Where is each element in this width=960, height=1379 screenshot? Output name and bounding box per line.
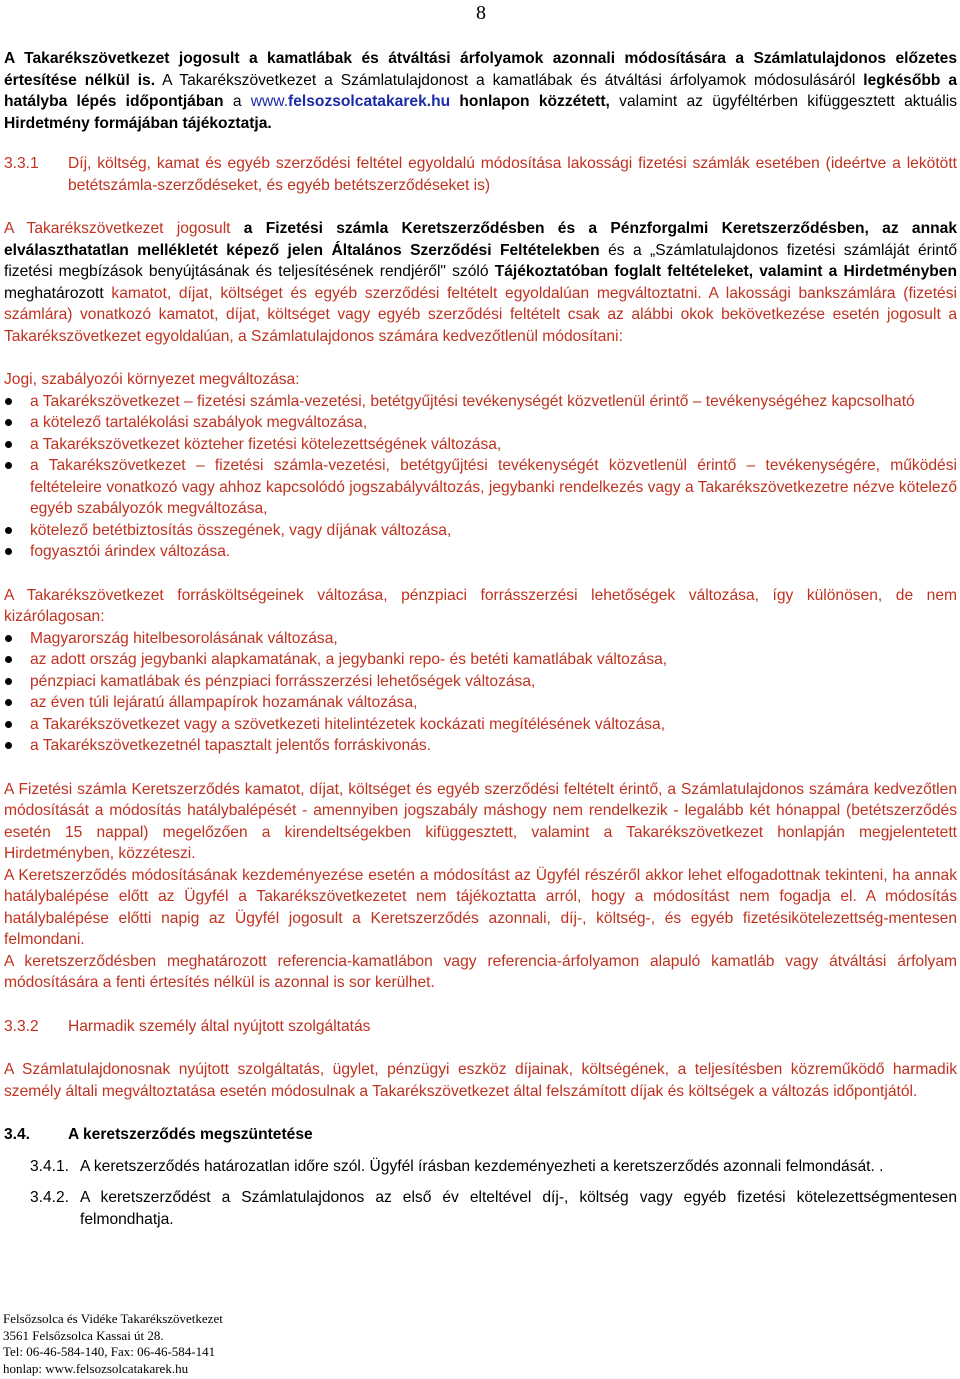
list-item: a Takarékszövetkezet vagy a szövetkezeti hitelintézetek kockázati megítélésének változása,: [4, 714, 957, 736]
section-title: Díj, költség, kamat és egyéb szerződési feltétel egyoldalú módosítása lakossági fizetési számlák esetében (ideértve a lekötött betétszámla-szerződéseket, és egyéb betétszerződéseket is): [68, 155, 957, 194]
subsection-3-4-1: [4, 1156, 957, 1178]
list-item: a kötelező tartalékolási szabályok megváltozása,: [4, 412, 957, 434]
section-number: 3.3.1: [4, 155, 39, 172]
list-item: az adott ország jegybanki alapkamatának, a jegybanki repo- és betéti kamatlábak változása,: [4, 649, 957, 671]
acceptance-paragraph: A Keretszerződés módosításának kezdeményezése esetén a módosítást az Ügyfél részéről akkor lehet elfogadottnak tekinteni, ha annak hatálybalépése előtt az Ügyfél a Takarékszövetkezetet nem tájékoztatta arról, hogy a módosítást nem fogadja el. A módosítás hatálybalépése előtti napig az Ügyfél jogosult a Keretszerződés azonnali, díj-, költség-, és egyéb fizetésikötelezettség-mentesen felmondani.: [4, 866, 957, 948]
subsection-text: A keretszerződést a Számlatulajdonos az első év elteltével díj-, költség vagy egyéb fizetési kötelezettségmentesen felmondhatja.: [80, 1189, 957, 1228]
subsection-text: A keretszerződés határozatlan időre szól. Ügyfél írásban kezdeményezheti a keretszerződés azonnali felmondását. .: [80, 1157, 884, 1175]
footer-address: 3561 Felsőzsolca Kassai út 28.: [3, 1327, 164, 1343]
intro-paragraph: [4, 48, 957, 134]
intro-text-4: a: [223, 93, 251, 110]
intro-text-1: A Takarékszövetkezet jogosult a kamatlábak és átváltási árfolyamok azonnali módosítására a Számlatulajdonos előzetes értesítése nélkül is.: [4, 50, 957, 89]
intro-text-3: legkésőbb a hatályba lépés időpontjában: [4, 71, 957, 110]
list-item: a Takarékszövetkezet közteher fizetési kötelezettségének változása,: [4, 434, 957, 456]
list-item: az éven túli lejáratú állampapírok hozamának változása,: [4, 692, 957, 714]
section-number: 3.4.: [4, 1126, 31, 1143]
list-item: a Takarékszövetkezetnél tapasztalt jelentős forráskivonás.: [4, 735, 957, 757]
section-3-3-1: [4, 153, 957, 1230]
subsection-number: 3.4.1.: [30, 1157, 70, 1175]
page-number: 8: [476, 2, 486, 24]
list-item: kötelező betétbiztosítás összegének, vagy díjának változása,: [4, 520, 957, 542]
list-item: a Takarékszövetkezet – fizetési számla-vezetési, betétgyűjtési tevékenységét közvetlenül érintő – tevékenységére, működési feltételeire vonatkozó vagy ahhoz kapcsolódó jogszabályváltozás, jegybanki rendelkezés vagy a Takarékszövetkezetre nézve kötelező egyéb szabályozók megváltozása,: [4, 455, 957, 520]
intro-text-7: Hirdetmény formájában tájékoztatja.: [4, 114, 272, 132]
legal-environment-list: [4, 391, 957, 563]
list-item: a Takarékszövetkezet – fizetési számla-vezetési, betétgyűjtési tevékenységét közvetlenül érintő – tevékenységéhez kapcsolható: [4, 391, 957, 413]
section-title: A keretszerződés megszüntetése: [68, 1126, 313, 1143]
list-item: fogyasztói árindex változása.: [4, 541, 957, 563]
website-link-domain[interactable]: felsozsolcatakarek.hu: [288, 93, 451, 110]
intro-text-5: honlapon közzétett,: [450, 93, 610, 110]
footer-website: honlap: www.felsozsolcatakarek.hu: [3, 1360, 189, 1376]
page-footer: [3, 1311, 223, 1377]
website-link-www[interactable]: www.: [250, 93, 289, 110]
list-item: Magyarország hitelbesorolásának változása,: [4, 628, 957, 650]
subsection-number: 3.4.2.: [30, 1189, 70, 1206]
funding-cost-list: [4, 628, 957, 757]
section-paragraph-1: A Takarékszövetkezet jogosult a Fizetési számla Keretszerződésben és a Pénzforgalmi Keretszerződésben, az annak elválaszthatatlan mellékletét képező jelen Általános Szerződési Feltételekben és a „Számlatulajdonos fizetési számláját érintő fizetési megbízások benyújtásának és teljesítésének rendjéről" szóló Tájékoztatóban foglalt feltételeket, valamint a Hirdetményben meghatározott kamatot, díjat, költséget és egyéb szerződési feltételt egyoldalúan megváltoztatni. A lakossági bankszámlára (fizetési számlára) vonatkozó kamatot, díjat, költséget vagy egyéb szerződési feltételt csak az alábbi okok bekövetkezése esetén jogosult a Takarékszövetkezet egyoldalúan, a Számlatulajdonos számára kedvezőtlenül módosítani:: [4, 220, 958, 345]
list-item: pénzpiaci kamatlábak és pénzpiaci forrásszerzési lehetőségek változása,: [4, 671, 957, 693]
section-number: 3.3.2: [4, 1017, 39, 1035]
reference-rate-paragraph: A keretszerződésben meghatározott referencia-kamatlábon vagy referencia-árfolyamon alapuló kamatláb vagy átváltási árfolyam módosítására a fenti értesítés nélkül is azonnal is sor kerülhet.: [4, 952, 957, 991]
footer-phone: Tel: 06-46-584-140, Fax: 06-46-584-141: [3, 1344, 216, 1359]
intro-text-6: valamint az ügyféltérben kifüggesztett aktuális: [609, 93, 957, 110]
notice-paragraph: A Fizetési számla Keretszerződés kamatot, díjat, költséget és egyéb szerződési feltételt érintő, a Számlatulajdonos számára kedvezőtlen módosítását a módosítás hatálybalépését - amennyiben jogszabály máshogy nem rendelkezik - legalább két hónappal (betétszerződés esetén 15 nappal) megelőzően a kirendeltségekben kifüggesztett, valamint a Takarékszövetkezet honlapján megjelentetett Hirdetményben, közzéteszi.: [4, 780, 957, 862]
subsection-3-4-2: [4, 1187, 957, 1230]
legal-environment-title: Jogi, szabályozói környezet megváltozása:: [4, 371, 300, 388]
section-title: Harmadik személy által nyújtott szolgáltatás: [68, 1017, 371, 1035]
third-party-paragraph: A Számlatulajdonosnak nyújtott szolgáltatás, ügylet, pénzügyi eszköz díjainak, költségének, a teljesítésben közreműködő harmadik személy általi megváltoztatása esetén módosulnak a Takarékszövetkezet által felszámított díjak és költségek a változás időpontjától.: [4, 1061, 957, 1100]
funding-cost-title: A Takarékszövetkezet forrásköltségeinek változása, pénzpiaci forrásszerzési lehetőségek változása, így különösen, de nem kizárólagosan:: [4, 586, 957, 625]
footer-org-name: Felsőzsolca és Vidéke Takarékszövetkezet: [3, 1311, 223, 1326]
section-heading-3-3-2: [4, 1016, 957, 1038]
section-heading-3-4: [4, 1124, 957, 1146]
intro-text-2: A Takarékszövetkezet a Számlatulajdonost a kamatlábak és átváltási árfolyamok módosulásáról: [155, 71, 864, 89]
section-heading-3-3-1: [4, 153, 957, 196]
